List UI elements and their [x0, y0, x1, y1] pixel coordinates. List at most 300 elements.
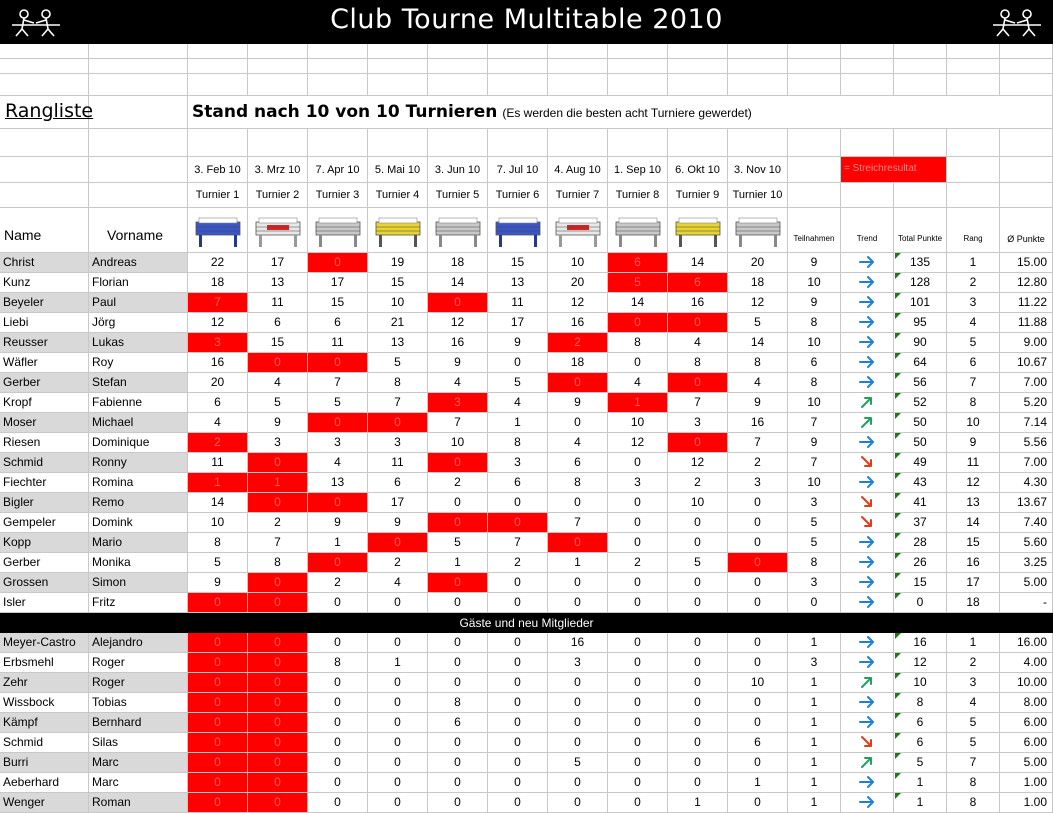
- trend-right-arrow-icon: [858, 594, 876, 610]
- total-cell: 5: [894, 753, 947, 773]
- score-cell-strike: 0: [368, 413, 428, 433]
- score-cell: 11: [308, 333, 368, 353]
- trend-cell: [841, 473, 894, 493]
- score-cell-strike: 0: [428, 513, 488, 533]
- score-cell: 11: [248, 293, 308, 313]
- comment-marker: [895, 773, 901, 779]
- teilnahmen-cell: 1: [788, 773, 841, 793]
- blank-cell: [947, 74, 1000, 96]
- comment-marker: [895, 473, 901, 479]
- score-cell: 1: [668, 793, 728, 813]
- score-cell: 0: [608, 573, 668, 593]
- trend-header: Trend: [841, 208, 894, 253]
- blank-cell: [548, 74, 608, 96]
- avg-cell: 3.25: [1000, 553, 1053, 573]
- trend-right-arrow-icon: [858, 714, 876, 730]
- score-cell-strike: 0: [248, 493, 308, 513]
- score-cell-strike: 0: [188, 753, 248, 773]
- player-name: Wäfler: [0, 353, 89, 373]
- blank-cell: [89, 59, 188, 74]
- blank-cell: [548, 59, 608, 74]
- comment-marker: [895, 333, 901, 339]
- score-cell: 0: [488, 653, 548, 673]
- blank-cell: [1000, 74, 1053, 96]
- score-cell: 0: [668, 733, 728, 753]
- total-cell: 90: [894, 333, 947, 353]
- player-vorname: Simon: [89, 573, 188, 593]
- avg-cell: 16.00: [1000, 633, 1053, 653]
- rang-cell: 17: [947, 573, 1000, 593]
- score-cell: 0: [488, 673, 548, 693]
- score-cell-strike: 6: [608, 253, 668, 273]
- score-cell: 5: [488, 373, 548, 393]
- score-cell: 0: [548, 773, 608, 793]
- score-cell-strike: 0: [548, 533, 608, 553]
- total-cell: 101: [894, 293, 947, 313]
- score-cell: 0: [368, 733, 428, 753]
- teilnahmen-cell: 1: [788, 633, 841, 653]
- blank-cell: [488, 59, 548, 74]
- score-cell: 0: [548, 493, 608, 513]
- score-cell: 15: [308, 293, 368, 313]
- trend-cell: [841, 573, 894, 593]
- trend-up-arrow-icon: [858, 394, 876, 410]
- score-cell: 20: [548, 273, 608, 293]
- comment-marker: [895, 713, 901, 719]
- score-cell-strike: 0: [188, 693, 248, 713]
- player-vorname: Roger: [89, 653, 188, 673]
- score-cell: 0: [608, 693, 668, 713]
- score-cell: 10: [428, 433, 488, 453]
- tournament-label: Turnier 1: [188, 183, 248, 208]
- comment-marker: [895, 293, 901, 299]
- blank-cell: [608, 44, 668, 59]
- rang-header: Rang: [947, 208, 1000, 253]
- total-cell: 15: [894, 573, 947, 593]
- score-cell: 0: [608, 353, 668, 373]
- tournament-date: 5. Mai 10: [368, 157, 428, 183]
- player-vorname: Paul: [89, 293, 188, 313]
- score-cell: 0: [368, 793, 428, 813]
- player-name: Riesen: [0, 433, 89, 453]
- blank-cell: [841, 44, 894, 59]
- rang-cell: 2: [947, 273, 1000, 293]
- trend-cell: [841, 553, 894, 573]
- score-cell: 4: [188, 413, 248, 433]
- score-cell: 9: [548, 393, 608, 413]
- score-cell: 9: [488, 333, 548, 353]
- total-cell: 50: [894, 413, 947, 433]
- teilnahmen-cell: 9: [788, 433, 841, 453]
- trend-cell: [841, 373, 894, 393]
- score-cell: 6: [548, 453, 608, 473]
- score-cell: 8: [368, 373, 428, 393]
- player-name: Fiechter: [0, 473, 89, 493]
- trend-right-arrow-icon: [858, 554, 876, 570]
- score-cell: 0: [488, 773, 548, 793]
- stand-text: Stand nach 10 von 10 Turnieren: [192, 102, 498, 122]
- comment-marker: [895, 793, 901, 799]
- rang-cell: 8: [947, 773, 1000, 793]
- trend-cell: [841, 713, 894, 733]
- score-cell: 2: [428, 473, 488, 493]
- score-cell: 2: [728, 453, 788, 473]
- score-cell: 0: [668, 533, 728, 553]
- score-cell-strike: 0: [248, 573, 308, 593]
- score-cell: 15: [248, 333, 308, 353]
- score-cell: 8: [608, 333, 668, 353]
- rang-cell: 6: [947, 353, 1000, 373]
- score-cell: 9: [248, 413, 308, 433]
- blank-cell: [89, 44, 188, 59]
- avg-cell: 7.14: [1000, 413, 1053, 433]
- tournament-date: 6. Okt 10: [668, 157, 728, 183]
- trend-up-arrow-icon: [858, 414, 876, 430]
- total-cell: 50: [894, 433, 947, 453]
- tournament-date: 3. Jun 10: [428, 157, 488, 183]
- teilnahmen-cell: 6: [788, 353, 841, 373]
- tournament-label: Turnier 8: [608, 183, 668, 208]
- trend-cell: [841, 673, 894, 693]
- avg-cell: -: [1000, 593, 1053, 613]
- score-cell: 0: [728, 513, 788, 533]
- score-cell: 2: [248, 513, 308, 533]
- score-cell: 0: [728, 713, 788, 733]
- score-cell: 8: [548, 473, 608, 493]
- foosball-table-image: [668, 208, 728, 253]
- score-cell: 15: [368, 273, 428, 293]
- comment-marker: [895, 653, 901, 659]
- score-cell: 0: [428, 653, 488, 673]
- score-cell: 5: [428, 533, 488, 553]
- player-name: Kämpf: [0, 713, 89, 733]
- score-cell: 8: [308, 653, 368, 673]
- tournament-label: Turnier 7: [548, 183, 608, 208]
- score-cell: 10: [728, 673, 788, 693]
- tournament-date: 1. Sep 10: [608, 157, 668, 183]
- rang-cell: 4: [947, 693, 1000, 713]
- score-cell: 16: [548, 633, 608, 653]
- score-cell-strike: 0: [188, 673, 248, 693]
- comment-marker: [895, 313, 901, 319]
- score-cell: 14: [608, 293, 668, 313]
- avg-cell: 15.00: [1000, 253, 1053, 273]
- score-cell: 6: [728, 733, 788, 753]
- score-cell: 0: [488, 753, 548, 773]
- score-cell: 6: [488, 473, 548, 493]
- score-cell: 6: [188, 393, 248, 413]
- score-cell-strike: 0: [668, 373, 728, 393]
- rang-cell: 12: [947, 473, 1000, 493]
- score-cell: 3: [728, 473, 788, 493]
- teilnahmen-cell: 1: [788, 693, 841, 713]
- score-cell: 6: [308, 313, 368, 333]
- foosball-table-icon: [253, 214, 303, 248]
- player-name: Erbsmehl: [0, 653, 89, 673]
- tournament-label: Turnier 3: [308, 183, 368, 208]
- score-cell-strike: 0: [368, 533, 428, 553]
- trend-right-arrow-icon: [858, 354, 876, 370]
- strike-legend: = Streichresultat: [841, 157, 947, 183]
- teilnahmen-cell: 8: [788, 553, 841, 573]
- player-vorname: Ronny: [89, 453, 188, 473]
- tournament-label: Turnier 10: [728, 183, 788, 208]
- rang-cell: 13: [947, 493, 1000, 513]
- score-cell: 0: [728, 753, 788, 773]
- blank-cell: [368, 74, 428, 96]
- score-cell: 4: [608, 373, 668, 393]
- rang-cell: 1: [947, 633, 1000, 653]
- score-cell: 1: [368, 653, 428, 673]
- score-cell: 0: [548, 793, 608, 813]
- score-cell: 5: [248, 393, 308, 413]
- foosball-table-image: [728, 208, 788, 253]
- score-cell-strike: 0: [308, 353, 368, 373]
- score-cell-strike: 2: [188, 433, 248, 453]
- trend-right-arrow-icon: [858, 434, 876, 450]
- avg-cell: 10.67: [1000, 353, 1053, 373]
- score-cell: 0: [668, 713, 728, 733]
- total-cell: 128: [894, 273, 947, 293]
- player-vorname: Marc: [89, 773, 188, 793]
- trend-cell: [841, 333, 894, 353]
- blank-cell: [548, 129, 608, 157]
- player-vorname: Marc: [89, 753, 188, 773]
- player-vorname: Domink: [89, 513, 188, 533]
- score-cell-strike: 0: [188, 733, 248, 753]
- blank-cell: [788, 74, 841, 96]
- trend-down-arrow-icon: [858, 494, 876, 510]
- score-cell: 7: [428, 413, 488, 433]
- player-name: Gerber: [0, 553, 89, 573]
- teilnahmen-cell: 7: [788, 413, 841, 433]
- score-cell: 0: [668, 773, 728, 793]
- blank-cell: [1000, 44, 1053, 59]
- player-name: Gerber: [0, 373, 89, 393]
- rangliste-heading: Rangliste: [0, 96, 188, 129]
- player-name: Aeberhard: [0, 773, 89, 793]
- teilnahmen-cell: 5: [788, 513, 841, 533]
- blank-cell: [728, 59, 788, 74]
- comment-marker: [895, 593, 901, 599]
- teilnahmen-cell: 8: [788, 373, 841, 393]
- tournament-date: 7. Jul 10: [488, 157, 548, 183]
- total-cell: 37: [894, 513, 947, 533]
- comment-marker: [895, 393, 901, 399]
- score-cell: 0: [728, 573, 788, 593]
- score-cell: 0: [608, 493, 668, 513]
- tournament-label: Turnier 5: [428, 183, 488, 208]
- comment-marker: [895, 453, 901, 459]
- blank-cell: [894, 74, 947, 96]
- total-cell: 95: [894, 313, 947, 333]
- score-cell: 11: [188, 453, 248, 473]
- score-cell-strike: 3: [188, 333, 248, 353]
- score-cell: 10: [608, 413, 668, 433]
- score-cell: 0: [548, 673, 608, 693]
- score-cell: 7: [668, 393, 728, 413]
- score-cell: 0: [428, 673, 488, 693]
- score-cell-strike: 0: [188, 633, 248, 653]
- blank-cell: [368, 59, 428, 74]
- score-cell: 16: [668, 293, 728, 313]
- tournament-date: 7. Apr 10: [308, 157, 368, 183]
- score-cell: 1: [728, 773, 788, 793]
- foosball-players-logo-right: [989, 5, 1045, 39]
- avg-cell: 6.00: [1000, 733, 1053, 753]
- trend-cell: [841, 453, 894, 473]
- blank-cell: [668, 44, 728, 59]
- score-cell: 0: [728, 593, 788, 613]
- foosball-table-icon: [673, 214, 723, 248]
- blank-cell: [788, 183, 841, 208]
- score-cell: 6: [428, 713, 488, 733]
- score-cell: 0: [608, 633, 668, 653]
- player-vorname: Fabienne: [89, 393, 188, 413]
- score-cell: 18: [728, 273, 788, 293]
- blank-cell: [841, 183, 894, 208]
- score-cell: 16: [548, 313, 608, 333]
- stand-note: (Es werden die besten acht Turniere gewerdet): [502, 106, 752, 120]
- score-cell: 0: [668, 693, 728, 713]
- score-cell: 0: [368, 773, 428, 793]
- player-vorname: Jörg: [89, 313, 188, 333]
- score-cell: 9: [728, 393, 788, 413]
- total-cell: 41: [894, 493, 947, 513]
- blank-cell: [0, 59, 89, 74]
- score-cell: 1: [488, 413, 548, 433]
- score-cell-strike: 0: [188, 713, 248, 733]
- total-cell: 52: [894, 393, 947, 413]
- score-cell: 0: [548, 593, 608, 613]
- player-vorname: Andreas: [89, 253, 188, 273]
- score-cell: 5: [548, 753, 608, 773]
- score-cell: 20: [188, 373, 248, 393]
- score-cell: 8: [668, 353, 728, 373]
- score-cell-strike: 0: [248, 693, 308, 713]
- score-cell: 3: [248, 433, 308, 453]
- score-cell-strike: 0: [308, 493, 368, 513]
- trend-down-arrow-icon: [858, 734, 876, 750]
- score-cell-strike: 1: [188, 473, 248, 493]
- total-cell: 26: [894, 553, 947, 573]
- trend-right-arrow-icon: [858, 634, 876, 650]
- tournament-date: 3. Feb 10: [188, 157, 248, 183]
- blank-cell: [0, 129, 89, 157]
- avg-cell: 11.22: [1000, 293, 1053, 313]
- player-name: Schmid: [0, 453, 89, 473]
- score-cell: 0: [368, 753, 428, 773]
- score-cell: 0: [668, 673, 728, 693]
- score-cell: 2: [488, 553, 548, 573]
- avg-cell: 5.60: [1000, 533, 1053, 553]
- trend-down-arrow-icon: [858, 514, 876, 530]
- foosball-table-image: [608, 208, 668, 253]
- score-cell: 0: [428, 753, 488, 773]
- rang-cell: 5: [947, 713, 1000, 733]
- teilnahmen-cell: 3: [788, 653, 841, 673]
- score-cell: 0: [488, 713, 548, 733]
- score-cell: 0: [308, 733, 368, 753]
- score-cell: 14: [728, 333, 788, 353]
- score-cell: 20: [728, 253, 788, 273]
- trend-right-arrow-icon: [858, 794, 876, 810]
- avg-header: Ø Punkte: [1000, 208, 1053, 253]
- ranking-sheet: [0, 44, 1053, 813]
- avg-cell: 5.56: [1000, 433, 1053, 453]
- score-cell: 16: [188, 353, 248, 373]
- blank-cell: [841, 74, 894, 96]
- score-cell-strike: 0: [248, 773, 308, 793]
- teilnahmen-cell: 0: [788, 593, 841, 613]
- blank-cell: [308, 44, 368, 59]
- score-cell: 7: [368, 393, 428, 413]
- score-cell: 7: [308, 373, 368, 393]
- score-cell-strike: 0: [548, 373, 608, 393]
- teilnahmen-cell: 9: [788, 253, 841, 273]
- score-cell: 0: [488, 693, 548, 713]
- foosball-table-image: [188, 208, 248, 253]
- teilnahmen-cell: 1: [788, 753, 841, 773]
- score-cell: 21: [368, 313, 428, 333]
- blank-cell: [947, 129, 1000, 157]
- score-cell: 0: [548, 693, 608, 713]
- score-cell: 14: [668, 253, 728, 273]
- score-cell: 8: [428, 693, 488, 713]
- score-cell: 0: [668, 633, 728, 653]
- score-cell-strike: 0: [728, 553, 788, 573]
- score-cell: 0: [308, 713, 368, 733]
- trend-cell: [841, 393, 894, 413]
- score-cell-strike: 3: [428, 393, 488, 413]
- comment-marker: [895, 353, 901, 359]
- avg-cell: 9.00: [1000, 333, 1053, 353]
- blank-cell: [728, 44, 788, 59]
- blank-cell: [608, 74, 668, 96]
- trend-right-arrow-icon: [858, 654, 876, 670]
- blank-cell: [728, 74, 788, 96]
- score-cell: 6: [248, 313, 308, 333]
- player-vorname: Dominique: [89, 433, 188, 453]
- total-cell: 6: [894, 733, 947, 753]
- blank-cell: [0, 74, 89, 96]
- score-cell: 0: [608, 713, 668, 733]
- guests-section-header: Gäste und neu Mitglieder: [0, 613, 1053, 633]
- score-cell: 0: [308, 793, 368, 813]
- score-cell-strike: 0: [428, 293, 488, 313]
- blank-cell: [548, 44, 608, 59]
- blank-cell: [894, 129, 947, 157]
- score-cell: 11: [488, 293, 548, 313]
- rang-cell: 2: [947, 653, 1000, 673]
- comment-marker: [895, 753, 901, 759]
- title-banner: [0, 0, 1053, 44]
- trend-right-arrow-icon: [858, 374, 876, 390]
- tournament-label: Turnier 4: [368, 183, 428, 208]
- player-name: Moser: [0, 413, 89, 433]
- rang-cell: 9: [947, 433, 1000, 453]
- trend-cell: [841, 733, 894, 753]
- page-title: Club Tourne Multitable 2010: [330, 4, 723, 35]
- score-cell: 0: [668, 513, 728, 533]
- teilnahmen-cell: 3: [788, 573, 841, 593]
- blank-cell: [368, 129, 428, 157]
- trend-cell: [841, 533, 894, 553]
- score-cell-strike: 0: [308, 413, 368, 433]
- score-cell: 7: [728, 433, 788, 453]
- avg-cell: 1.00: [1000, 773, 1053, 793]
- teilnahmen-cell: 10: [788, 273, 841, 293]
